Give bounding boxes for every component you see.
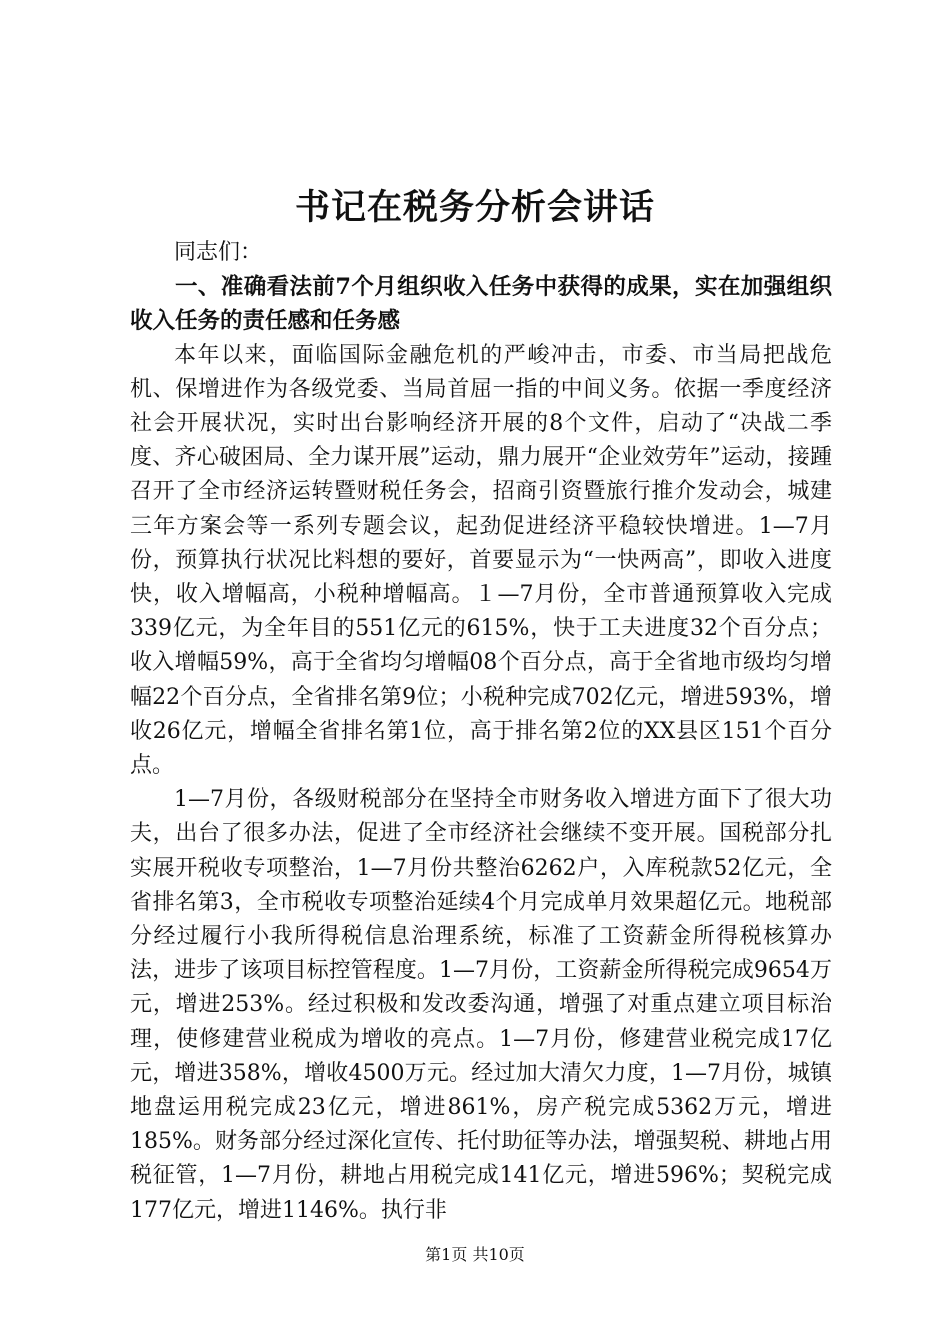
section-heading: 一、准确看法前7个月组织收入任务中获得的成果，实在加强组织收入任务的责任感和任务感: [130, 274, 832, 335]
paragraph: 本年以来，面临国际金融危机的严峻冲击，市委、市当局把战危机、保增进作为各级党委、当局首屈一指的中间义务。依据一季度经济社会开展状况，实时出台影响经济开展的8个文件，启动了“决战二季度、齐心破困局、全力谋开展”运动，鼎力展开“企业效劳年”运动，接踵召开了全市经济运转暨财税任务会，招商引资暨旅行推介发动会，城建三年方案会等一系列专题会议，起劲促进经济平稳较快增进。1—7月份，预算执行状况比料想的要好，首要显示为“一快两高”，即收入进度快，收入增幅高，小税种增幅高。１—7月份，全市普通预算收入完成339亿元，为全年目的551亿元的615%，快于工夫进度32个百分点；收入增幅59%，高于全省均匀增幅08个百分点，高于全省地市级均匀增幅22个百分点，全省排名第9位；小税种完成702亿元，增进593%，增收26亿元，增幅全省排名第1位，高于排名第2位的XX县区151个百分点。: [130, 342, 832, 779]
salutation: 同志们：: [174, 240, 263, 265]
paragraph: 1—7月份，各级财税部分在坚持全市财务收入增进方面下了很大功夫，出台了很多办法，促进了全市经济社会继续不变开展。国税部分扎实展开税收专项整治，1—7月份共整治6262户，入库税款52亿元，全省排名第3，全市税收专项整治延续4个月完成单月效果超亿元。地税部分经过履行小我所得税信息治理系统，标准了工资薪金所得税核算办法，进步了该项目标控管程度。1—7月份，工资薪金所得税完成9654万元，增进253%。经过积极和发改委沟通，增强了对重点建立项目标治理，使修建营业税成为增收的亮点。1—7月份，修建营业税完成17亿元，增进358%，增收4500万元。经过加大清欠力度，1—7月份，城镇地盘运用税完成23亿元，增进861%，房产税完成5362万元，增进185%。财务部分经过深化宣传、托付助征等办法，增强契税、耕地占用税征管，1—7月份，耕地占用税完成141亿元，增进596%；契税完成177亿元，增进1146%。执行非: [130, 787, 832, 1223]
page-footer: 第1页 共10页: [425, 1245, 525, 1264]
document-title: 书记在税务分析会讲话: [294, 187, 655, 228]
document-body: [130, 236, 832, 1228]
